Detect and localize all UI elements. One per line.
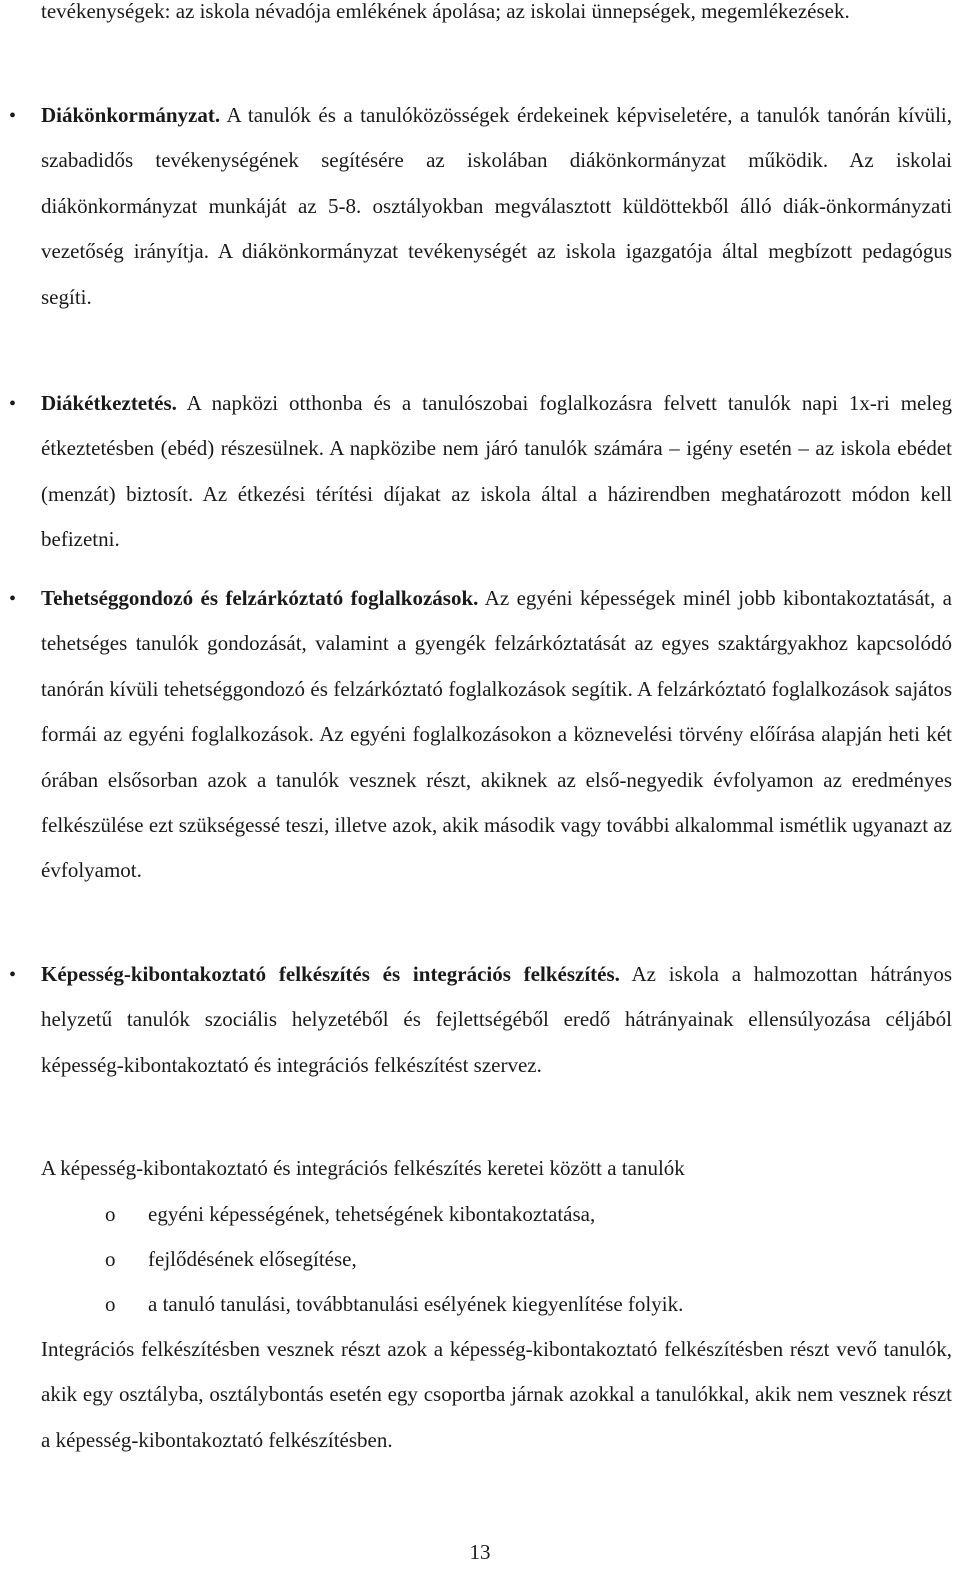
intro-paragraph — [41, 0, 952, 34]
closing-text: Integrációs felkészítésben vesznek részt azok a képesség-kibontakoztató felkészítésben részt vevő tanulók, akik egy osztályba, osztálybontás esetén egy csoportba járnak azokkal a tanulókkal, akik nem vesznek részt a képesség-kibontakoztató felkészítésben. — [41, 1337, 952, 1452]
list-item-diaketkeztetes — [41, 381, 952, 563]
item-title: Diákönkormányzat. — [41, 103, 221, 127]
framework-intro — [41, 1146, 952, 1191]
bullet-icon — [9, 110, 21, 122]
intro-text: tevékenységek: az iskola névadója emlékének ápolása; az iskolai ünnepségek, megemlékezések. — [41, 0, 850, 23]
circle-bullet-icon: o — [105, 1202, 116, 1226]
item-title: Diákétkeztetés. — [41, 391, 177, 415]
list-item-diakonkormanyzat — [41, 93, 952, 320]
bullet-icon — [9, 398, 21, 410]
item-title: Tehetséggondozó és felzárkóztató foglalkozások. — [41, 586, 479, 610]
closing-paragraph — [41, 1327, 952, 1463]
page-number: 13 — [469, 1540, 491, 1564]
sub-item-text: egyéni képességének, tehetségének kibontakoztatása, — [148, 1202, 596, 1226]
circle-bullet-icon: o — [105, 1247, 116, 1271]
item-body: Az egyéni képességek minél jobb kibontakoztatását, a tehetséges tanulók gondozását, valamint a gyengék felzárkóztatását az egyes szaktárgyakhoz kapcsolódó tanórán kívüli tehetséggondozó és felzárkóztató foglalkozások segítik. A felzárkóztató foglalkozások sajátos formái az egyéni foglalkozások. Az egyéni foglalkozásokon a köznevelési törvény előírása alapján heti két órában elsősorban azok a tanulók vesznek részt, akiknek az első-negyedik évfolyamon az eredményes felkészülése ezt szükségessé teszi, illetve azok, akik második vagy további alkalommal ismétlik ugyanazt az évfolyamot. — [41, 586, 952, 883]
list-item-tehetseggondozo — [41, 576, 952, 894]
bullet-icon — [9, 593, 21, 605]
item-title: Képesség-kibontakoztató felkészítés és integrációs felkészítés. — [41, 962, 620, 986]
item-body: Az iskola a halmozottan hátrányos helyzetű tanulók szociális helyzetéből és fejlettségéből eredő hátrányainak ellensúlyozása céljából képesség-kibontakoztató és integrációs felkészítést szervez. — [41, 962, 953, 1077]
item-body: A tanulók és a tanulóközösségek érdekeinek képviseletére, a tanulók tanórán kívüli, szabadidős tevékenységének segítésére az iskolában diákönkormányzat működik. Az iskolai diákönkormányzat munkáját az 5-8. osztályokban megválasztott küldöttekből álló diák-önkormányzati vezetőség irányítja. A diákönkormányzat tevékenységét az iskola igazgatója által megbízott pedagógus segíti. — [41, 103, 952, 309]
framework-intro-text: A képesség-kibontakoztató és integrációs felkészítés keretei között a tanulók — [41, 1156, 685, 1180]
item-body: A napközi otthonba és a tanulószobai foglalkozásra felvett tanulók napi 1x-ri meleg étkeztetésben (ebéd) részesülnek. A napközibe nem járó tanulók számára – igény esetén – az iskola ebédet (menzát) biztosít. Az étkezési térítési díjakat az iskola által a házirendben meghatározott módon kell befizetni. — [41, 391, 953, 552]
sub-item-text: a tanuló tanulási, továbbtanulási esélyének kiegyenlítése folyik. — [148, 1292, 684, 1316]
circle-bullet-icon: o — [105, 1292, 116, 1316]
sub-item-text: fejlődésének elősegítése, — [148, 1247, 357, 1271]
list-item-kepesseg-kibontakoztato — [41, 952, 952, 1088]
bullet-icon — [9, 969, 21, 981]
